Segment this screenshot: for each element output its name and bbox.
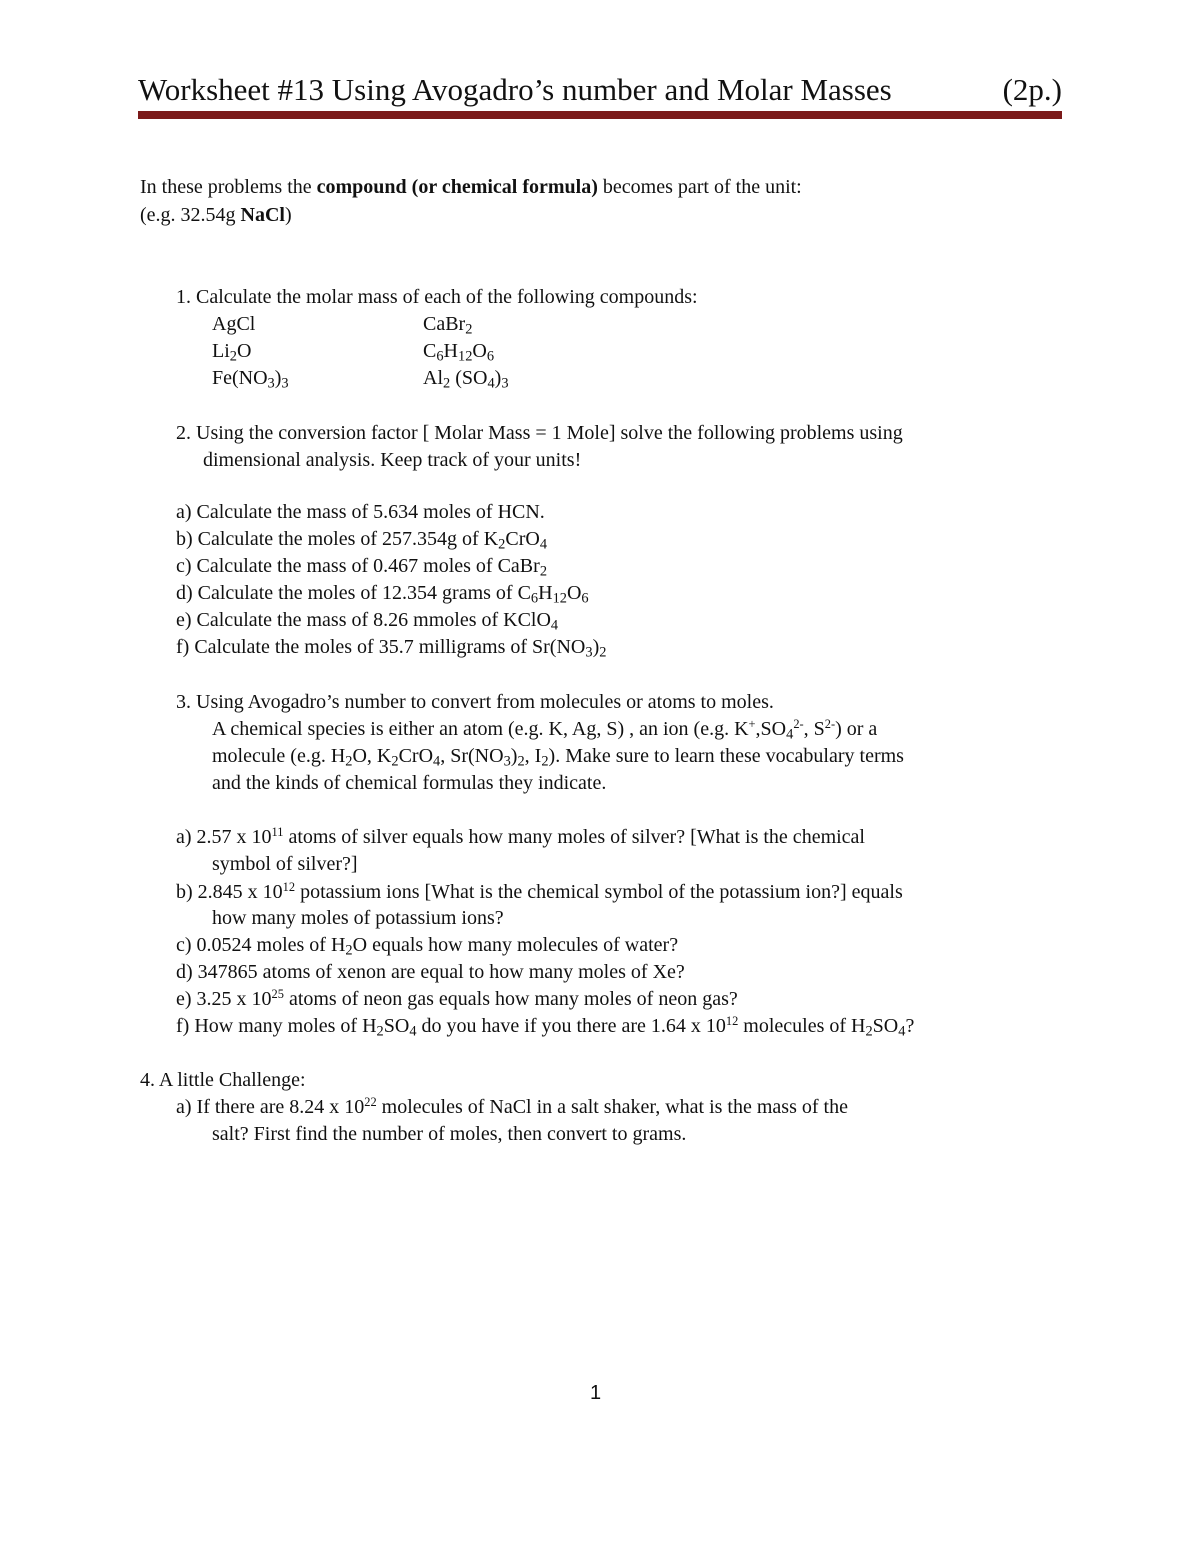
q3-desc-line: and the kinds of chemical formulas they indicate. (212, 772, 607, 794)
q1-prompt: 1. Calculate the molar mass of each of the following compounds: (176, 286, 698, 308)
q3-item: d) 347865 atoms of xenon are equal to how many moles of Xe? (176, 961, 685, 983)
q3-item: f) How many moles of $H_2SO_4$ do you have if you there are 1.64 x $10^{12}$ molecules of $H_2SO_4$? (176, 1014, 915, 1040)
q2-item: e) Calculate the mass of 8.26 mmoles of KClO$_4$ (176, 609, 559, 634)
q4-item-cont: salt? First find the number of moles, then convert to grams. (212, 1123, 687, 1145)
q3-item: a) 2.57 x $10^{11}$ atoms of silver equals how many moles of silver? [What is the chemical (176, 825, 865, 848)
q1-compound: AgCl (212, 313, 256, 335)
title-points: (2p.) (1002, 72, 1062, 107)
q2-item: b) Calculate the moles of 257.354g of $K_2CrO_4$ (176, 528, 548, 553)
q1-compound: $Li_2O$ (212, 340, 252, 365)
intro-line-2: (e.g. 32.54g NaCl) (140, 204, 292, 226)
q2-item: f) Calculate the moles of 35.7 milligrams of $Sr(NO_3)_2$ (176, 636, 607, 661)
q4-prompt: 4. A little Challenge: (140, 1069, 306, 1091)
page-number: 1 (590, 1382, 602, 1404)
q3-desc-line: A chemical species is either an atom (e.g. K, Ag, S) , an ion (e.g. $K^+,SO_4^{2-}$, $S^{2-}$) or a (212, 717, 878, 743)
q3-item-cont: symbol of silver?] (212, 853, 358, 875)
q3-item: c) 0.0524 moles of $H_2O$ equals how many molecules of water? (176, 934, 679, 959)
q1-compound: $C_6H_{12}O_6$ (423, 340, 495, 365)
title-rule (138, 111, 1062, 119)
q4-item: a) If there are 8.24 x $10^{22}$ molecules of NaCl in a salt shaker, what is the mass of the (176, 1095, 848, 1118)
q3-item-cont: how many moles of potassium ions? (212, 907, 504, 929)
q2-item: d) Calculate the moles of 12.354 grams of $C_6H_{12}O_6$ (176, 582, 589, 607)
q2-item: a) Calculate the mass of 5.634 moles of HCN. (176, 501, 545, 523)
q1-compound: $Al_2$ $(SO_4)_3$ (423, 367, 509, 392)
q3-item: b) 2.845 x $10^{12}$ potassium ions [What is the chemical symbol of the potassium ion?] equals (176, 880, 903, 903)
q1-compound: $Fe(NO_3)_3$ (212, 367, 289, 392)
q3-prompt: 3. Using Avogadro’s number to convert from molecules or atoms to moles. (176, 691, 774, 713)
title-text: Worksheet #13 Using Avogadro’s number and Molar Masses (138, 72, 892, 107)
intro-line-1: In these problems the compound (or chemical formula) becomes part of the unit: (140, 176, 802, 198)
q3-desc-line: molecule (e.g. $H_2O$, $K_2CrO_4$, $Sr(NO_3)_2$, $I_2$). Make sure to learn these vocabulary terms (212, 745, 904, 770)
q2-item: c) Calculate the mass of 0.467 moles of CaBr$_2$ (176, 555, 548, 580)
q2-prompt-cont: dimensional analysis. Keep track of your units! (203, 449, 582, 471)
q1-compound: CaBr$_2$ (423, 313, 473, 338)
page-title (138, 72, 1062, 108)
q3-item: e) 3.25 x $10^{25}$ atoms of neon gas equals how many moles of neon gas? (176, 987, 738, 1010)
q2-prompt: 2. Using the conversion factor [ Molar Mass = 1 Mole] solve the following problems using (176, 422, 903, 444)
